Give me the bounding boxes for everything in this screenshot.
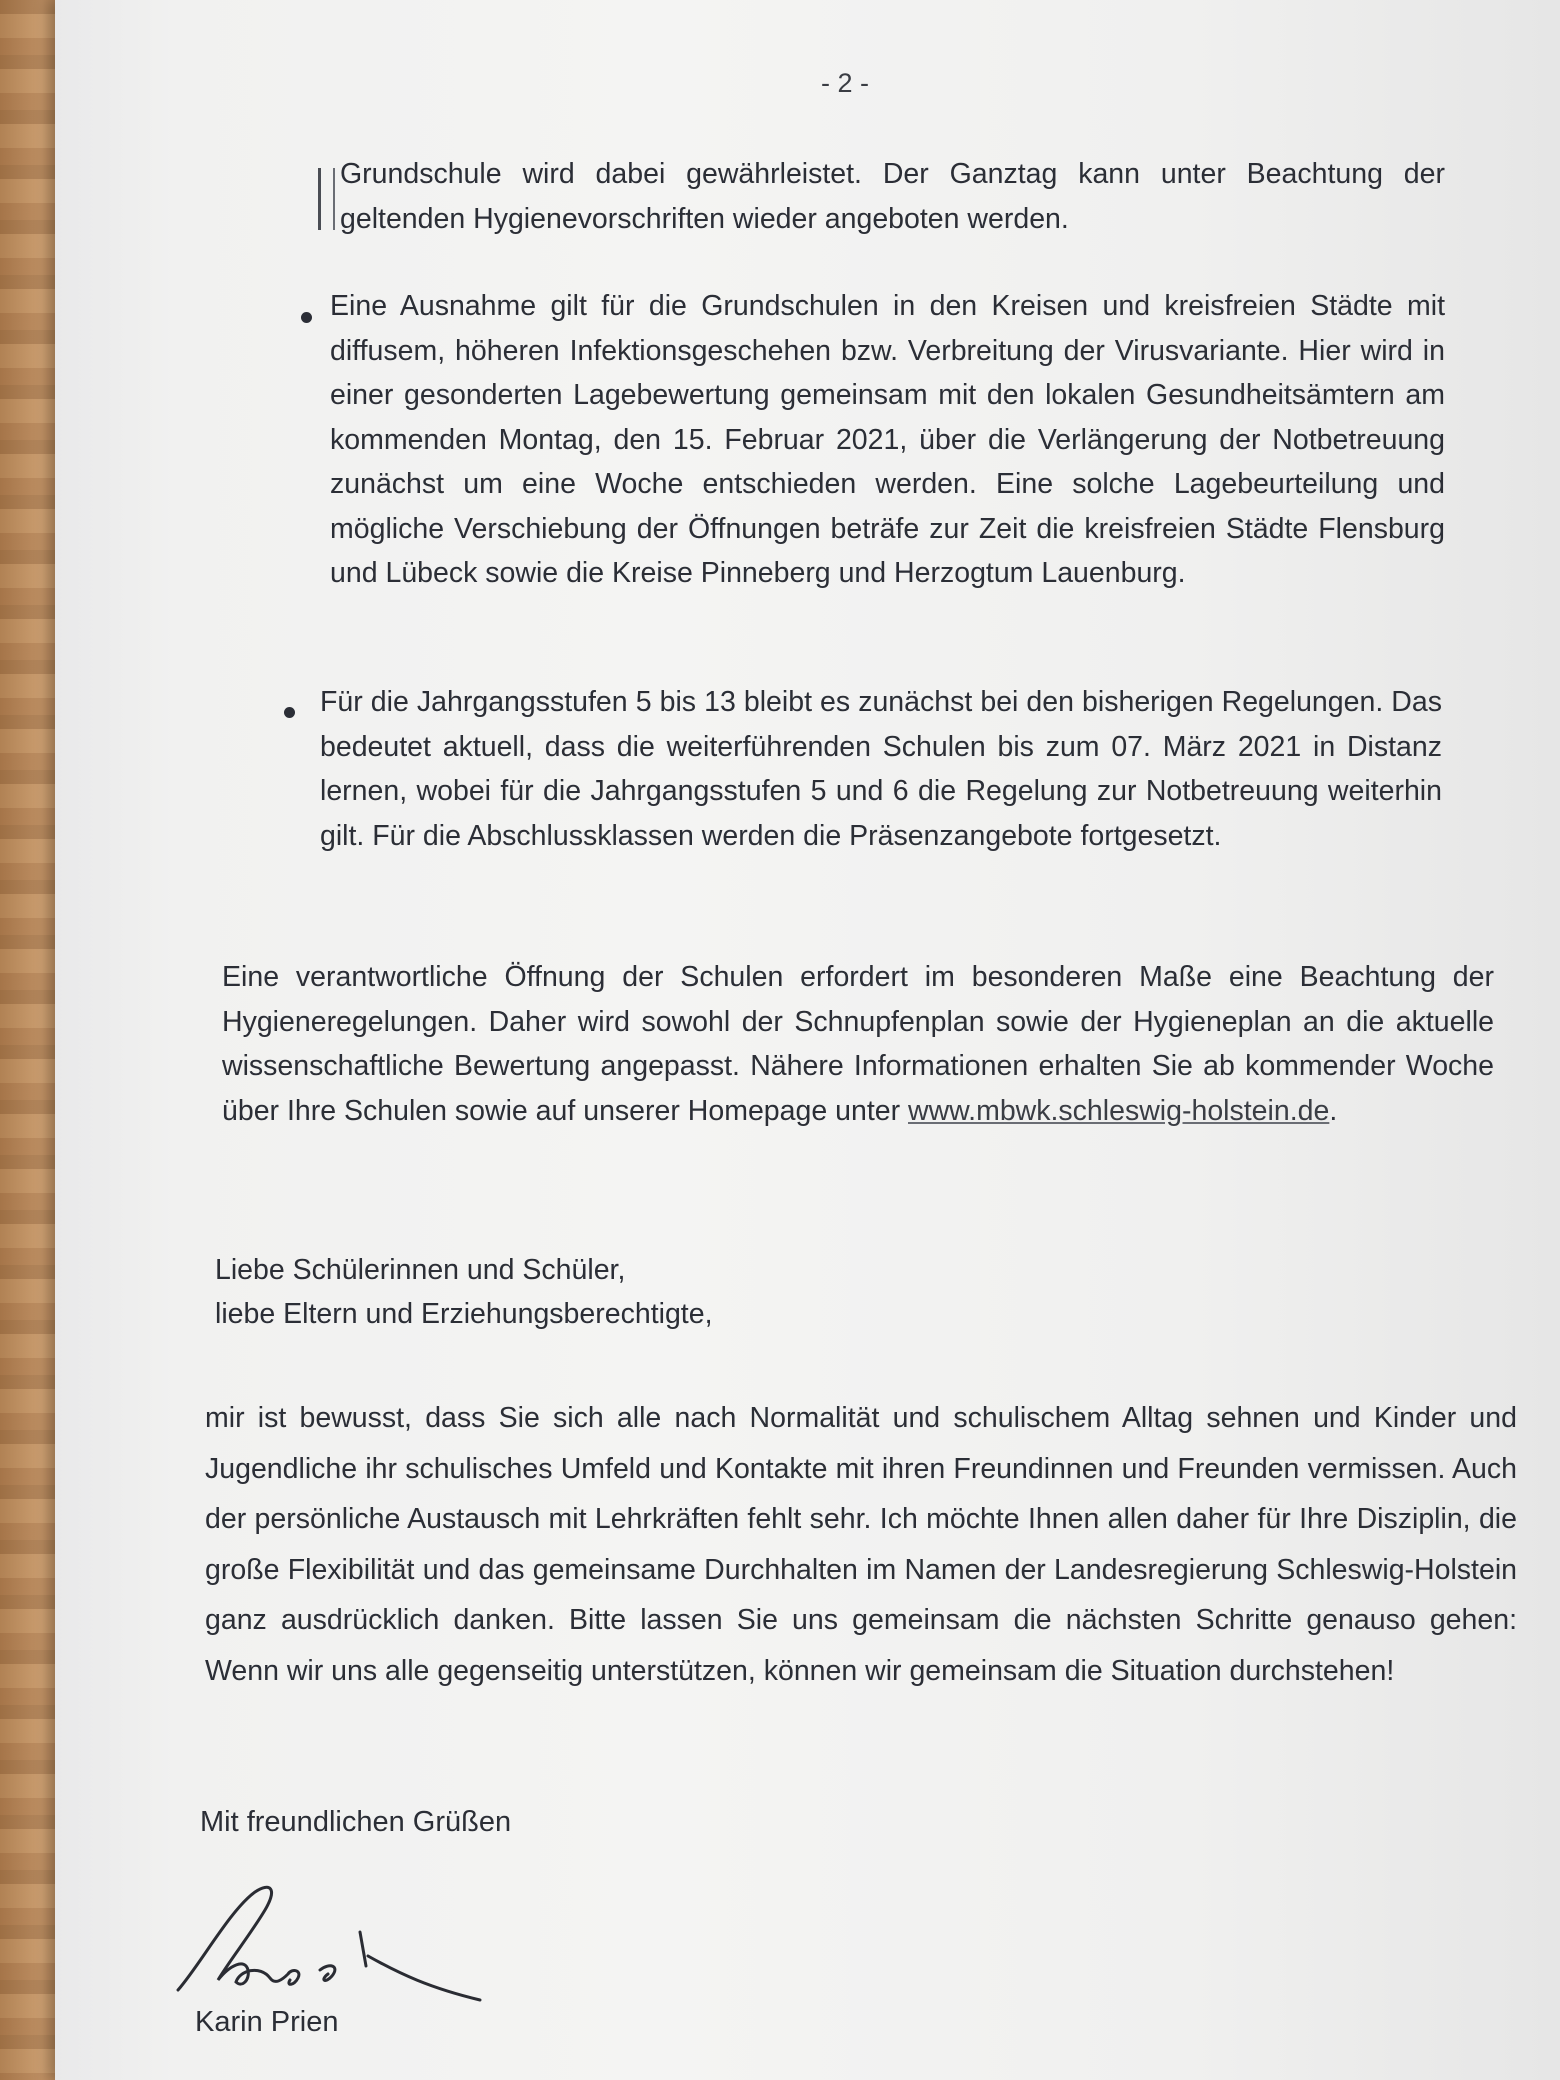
signer-name: Karin Prien <box>195 2006 339 2038</box>
salutation-parents: liebe Eltern und Erziehungsberechtigte, <box>215 1298 713 1330</box>
margin-marker <box>318 168 335 230</box>
closing-formula: Mit freundlichen Grüßen <box>200 1806 512 1838</box>
bullet-dot <box>301 312 312 323</box>
hygiene-paragraph: Eine verantwortliche Öffnung der Schulen erfordert im besonderen Maße eine Beachtung der Hygieneregelungen. Daher wird sowohl der Schnupfenplan sowie der Hygieneplan an die aktuelle wissenschaftliche Bewertung angepasst. Nähere Informationen erhalten Sie ab kommender Woche über Ihre Schulen sowie auf unserer Homepage unter www.mbwk.schleswig-holstein.de. <box>222 961 1494 1127</box>
handwritten-signature <box>170 1870 500 2020</box>
bullet-item-grades: Für die Jahrgangsstufen 5 bis 13 bleibt es zunächst bei den bisherigen Regelungen. Das bedeutet aktuell, dass die weiterführenden Schulen bis zum 07. März 2021 in Distanz lernen, wobei für die Jahrgangsstufen 5 und 6 die Regelung zur Notbetreuung weiterhin gilt. Für die Abschlussklassen werden die Präsenzangebote fortgesetzt. <box>320 686 1442 852</box>
hygiene-text: Eine verantwortliche Öffnung der Schulen erfordert im besonderen Maße eine Beachtung der Hygieneregelungen. Daher wird sowohl der Schnupfenplan sowie der Hygieneplan an die aktuelle wissenschaftliche Bewertung angepasst. Nähere Informationen erhalten Sie ab kommender Woche über Ihre Schulen sowie auf unserer Homepage unter <box>222 961 1494 1127</box>
bullet-item-exception: Eine Ausnahme gilt für die Grundschulen in den Kreisen und kreisfreien Städte mit diffusem, höheren Infektionsgeschehen bzw. Verbreitung der Virusvariante. Hier wird in einer gesonderten Lagebewertung gemeinsam mit den lokalen Gesundheitsämtern am kommenden Montag, den 15. Februar 2021, über die Verlängerung der Notbetreuung zunächst um eine Woche entschieden werden. Eine solche Lagebeurteilung und mögliche Verschiebung der Öffnungen beträfe zur Zeit die kreisfreien Städte Flensburg und Lübeck sowie die Kreise Pinneberg und Herzogtum Lauenburg. <box>330 290 1445 589</box>
homepage-link[interactable]: www.mbwk.schleswig-holstein.de <box>908 1094 1330 1127</box>
closing-paragraph: mir ist bewusst, dass Sie sich alle nach Normalität und schulischem Alltag sehnen und Kinder und Jugendliche ihr schulisches Umfeld und Kontakte mit ihren Freundinnen und Freunden vermissen. Auch der persönliche Austausch mit Lehrkräften fehlt sehr. Ich möchte Ihnen allen daher für Ihre Disziplin, die große Flexibilität und das gemeinsame Durchhalten im Namen der Landesregierung Schleswig-Holstein ganz ausdrücklich danken. Bitte lassen Sie uns gemeinsam die nächsten Schritte genauso gehen: Wenn wir uns alle gegenseitig unterstützen, können wir gemeinsam die Situation durchstehen! <box>205 1402 1517 1687</box>
salutation-students: Liebe Schülerinnen und Schüler, <box>215 1254 626 1286</box>
salutation <box>215 1248 1115 1336</box>
bullet-dot <box>284 707 295 718</box>
intro-paragraph: Grundschule wird dabei gewährleistet. Der Ganztag kann unter Beachtung der geltenden Hygienevorschriften wieder angeboten werden. <box>340 158 1445 235</box>
page-number: - 2 - <box>820 68 869 98</box>
